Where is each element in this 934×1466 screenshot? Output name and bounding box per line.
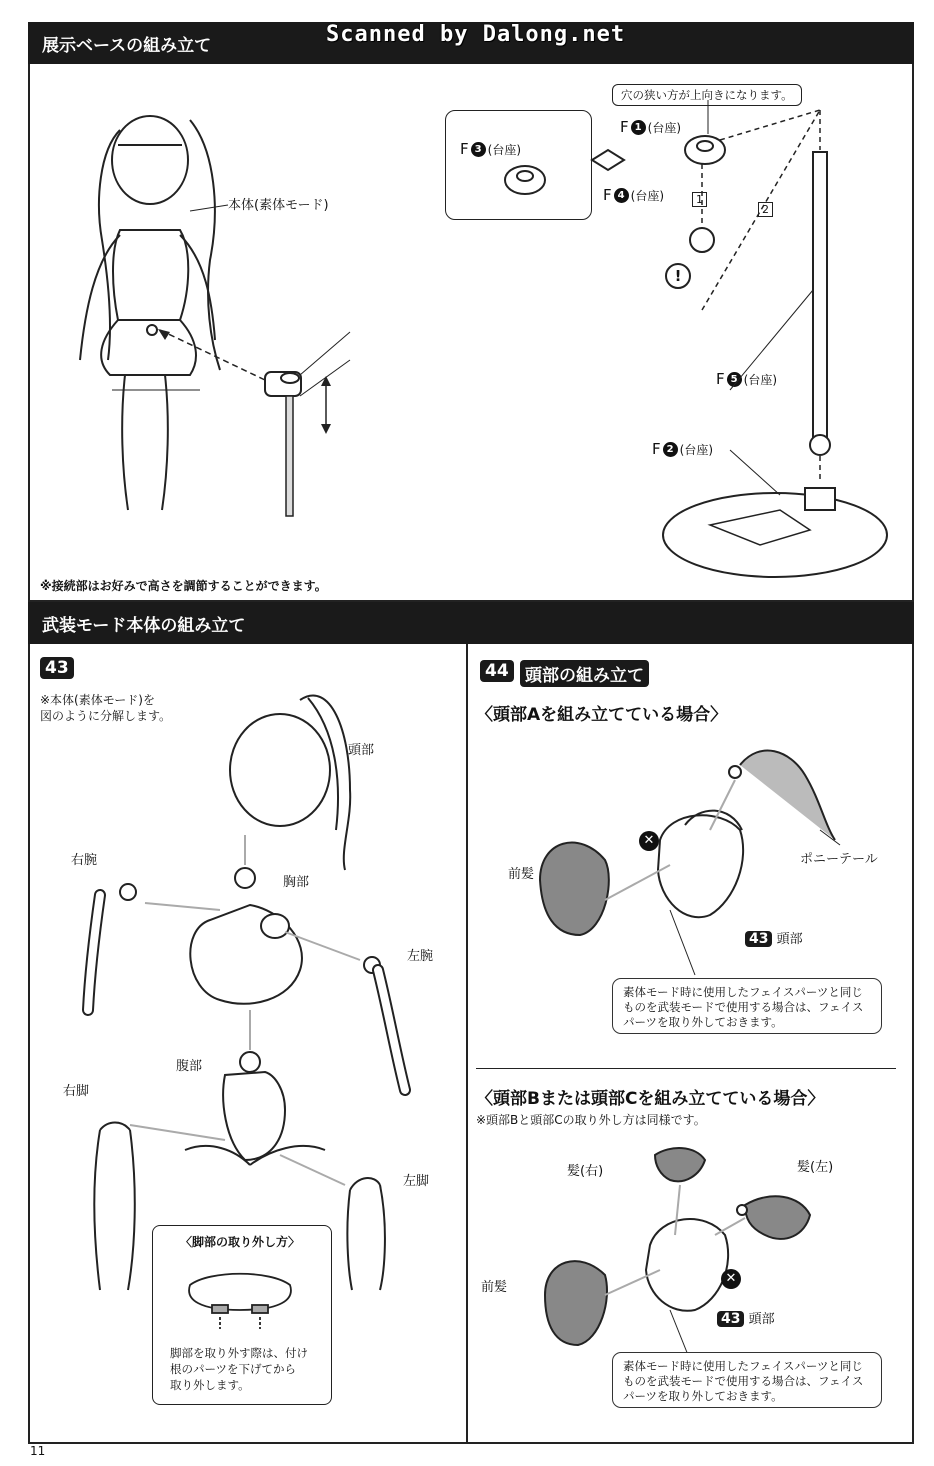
warning-icon: !	[665, 263, 691, 289]
hole-direction-note: 穴の狭い方が上向きになります。	[612, 84, 802, 106]
scan-watermark: Scanned by Dalong.net	[326, 22, 626, 47]
part-f2-label: F 2 (台座)	[652, 440, 714, 458]
remove-x-icon-a: ✕	[639, 831, 659, 851]
step43-number: 43	[40, 657, 74, 679]
leg-removal-text: 脚部を取り外す際は、付け 根のパーツを下げてから 取り外します。	[170, 1346, 308, 1392]
bangs-label-bc: 前髪	[481, 1280, 508, 1295]
right-arm-label: 右腕	[71, 853, 98, 868]
part-f4-label: F 4 (台座)	[603, 186, 665, 204]
hair-left-label: 髪(左)	[797, 1160, 834, 1175]
body-mode-label: 本体(素体モード)	[228, 198, 329, 213]
left-arm-label: 左腕	[407, 949, 434, 964]
part-f3-label: F 3 (台座)	[460, 140, 522, 158]
chest-label: 胸部	[283, 875, 310, 890]
step-1-marker: 1	[692, 192, 707, 207]
right-leg-label: 右脚	[63, 1084, 90, 1099]
stand-connector-arrow	[150, 320, 350, 520]
base-parts-diagram	[480, 100, 910, 590]
step44-title: 頭部の組み立て	[520, 660, 649, 687]
face-part-callout-a: 素体モード時に使用したフェイスパーツと同じ ものを武装モードで使用する場合は、フェイス パーツを取り外しておきます。	[612, 978, 882, 1034]
case-divider	[476, 1068, 896, 1069]
step44-number: 44	[480, 660, 514, 682]
section1-title: 展示ベースの組み立て	[42, 35, 212, 56]
ponytail-label: ポニーテール	[800, 852, 878, 867]
section2-header	[28, 602, 914, 644]
case-bc-note: ※頭部Bと頭部Cの取り外し方は同様です。	[476, 1113, 706, 1127]
page-number: 11	[30, 1444, 46, 1458]
head-a-ref: 43 頭部	[745, 928, 803, 947]
bangs-label-a: 前髪	[508, 867, 535, 882]
part-f5-label: F 5 (台座)	[716, 370, 778, 388]
body-exploded-diagram	[60, 670, 460, 1290]
left-leg-label: 左脚	[403, 1174, 430, 1189]
part-f1-label: F 1 (台座)	[620, 118, 682, 136]
case-bc-title: 〈頭部Bまたは頭部Cを組み立てている場合〉	[476, 1089, 825, 1109]
joint-height-note: ※接続部はお好みで高さを調節することができます。	[40, 579, 327, 593]
head-bc-ref: 43 頭部	[717, 1308, 775, 1327]
case-a-title: 〈頭部Aを組み立てている場合〉	[476, 705, 728, 725]
step-2-marker: 2	[758, 202, 773, 217]
remove-x-icon-bc: ✕	[721, 1269, 741, 1289]
abdomen-label: 腹部	[176, 1059, 203, 1074]
head-label: 頭部	[348, 743, 375, 758]
leg-removal-illustration	[170, 1255, 310, 1335]
section2-title: 武装モード本体の組み立て	[42, 615, 246, 636]
step43-note: ※本体(素体モード)を 図のように分解します。	[40, 693, 172, 723]
hair-right-label: 髪(右)	[567, 1164, 604, 1179]
leg-removal-title: 〈脚部の取り外し方〉	[180, 1235, 301, 1249]
face-part-callout-bc: 素体モード時に使用したフェイスパーツと同じ ものを武装モードで使用する場合は、フェイス パーツを取り外しておきます。	[612, 1352, 882, 1408]
